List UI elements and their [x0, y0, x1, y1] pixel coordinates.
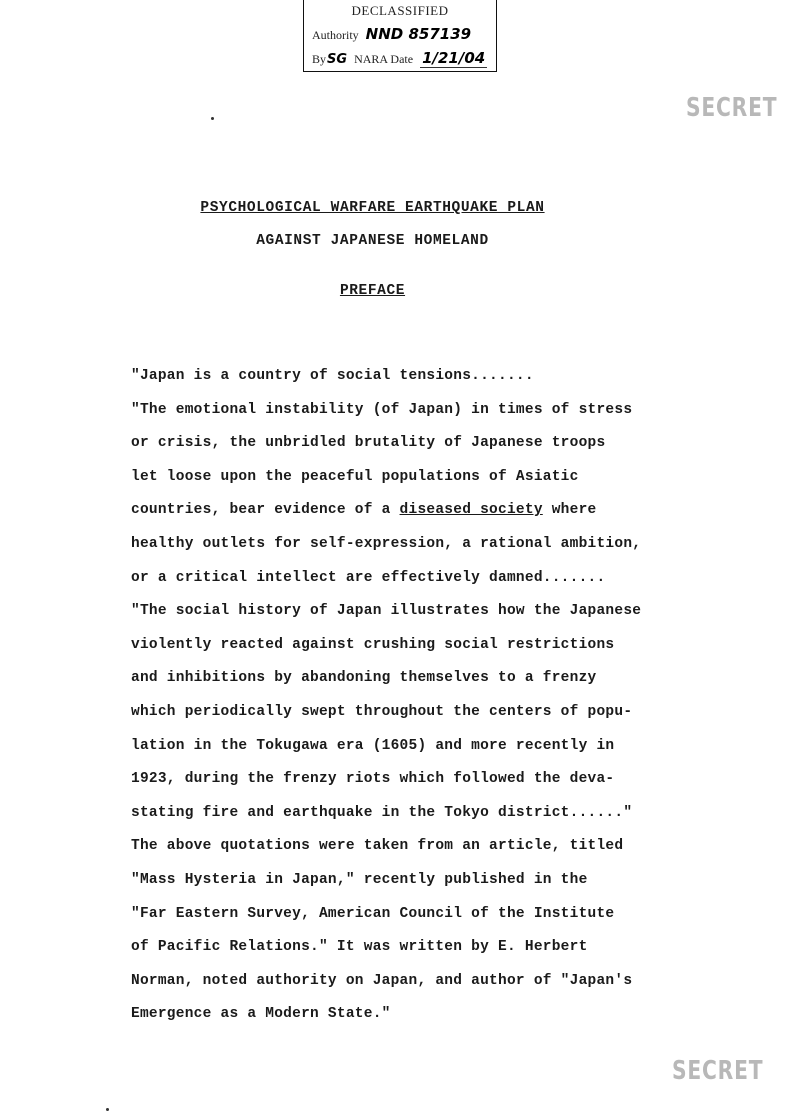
body-line: which periodically swept throughout the centers of popu- [131, 703, 633, 720]
stamp-authority-label: Authority [312, 28, 359, 42]
body-line-segment: countries, bear evidence of a [131, 502, 400, 519]
body-line: violently reacted against crushing social restrictions [131, 636, 615, 653]
body-line: of Pacific Relations." It was written by E. Herbert [131, 939, 588, 956]
body-line: or crisis, the unbridled brutality of Japanese troops [131, 435, 606, 452]
body-line-segment: where [542, 502, 597, 519]
body-line: lation in the Tokugawa era (1605) and more recently in [131, 737, 615, 754]
stamp-by-label: By [312, 52, 327, 66]
stamp-nara-label: NARA Date [354, 52, 414, 66]
classification-mark-top: SECRET [686, 93, 778, 123]
stamp-authority-value: NND 857139 [365, 25, 472, 43]
body-line: "The social history of Japan illustrates how the Japanese [131, 603, 642, 620]
stamp-title: DECLASSIFIED [351, 3, 449, 18]
scan-speck [211, 117, 214, 120]
declassified-stamp [303, 0, 497, 72]
body-line: Norman, noted authority on Japan, and author of "Japan's [131, 972, 633, 989]
stamp-by-value: SG [327, 52, 348, 67]
stamp-date-value: 1/21/04 [422, 49, 486, 67]
section-heading: PREFACE [339, 283, 406, 299]
body-line: or a critical intellect are effectively damned....... [131, 569, 606, 586]
body-line: let loose upon the peaceful populations of Asiatic [131, 468, 579, 485]
stamp-date-line [312, 49, 487, 67]
document-title: PSYCHOLOGICAL WARFARE EARTHQUAKE PLAN [200, 200, 545, 216]
document-subtitle: AGAINST JAPANESE HOMELAND [256, 233, 489, 249]
body-line: 1923, during the frenzy riots which followed the deva- [131, 771, 615, 788]
body-line [131, 500, 731, 534]
body-line: healthy outlets for self-expression, a rational ambition, [131, 535, 642, 552]
body-line: and inhibitions by abandoning themselves to a frenzy [131, 670, 597, 687]
body-line: stating fire and earthquake in the Tokyo district......" [131, 804, 633, 821]
body-line: Emergence as a Modern State." [131, 1006, 391, 1023]
underlined-phrase: diseased society [399, 502, 543, 519]
body-line: "Far Eastern Survey, American Council of the Institute [131, 905, 615, 922]
scan-speck [106, 1108, 109, 1111]
classification-mark-bottom: SECRET [672, 1056, 764, 1086]
body-line: The above quotations were taken from an article, titled [131, 838, 624, 855]
stamp-authority-line [312, 25, 471, 43]
body-line: "Japan is a country of social tensions....... [131, 368, 534, 384]
body-line: "The emotional instability (of Japan) in times of stress [131, 401, 633, 418]
preface-body [131, 366, 731, 1038]
body-line: "Mass Hysteria in Japan," recently published in the [131, 871, 588, 888]
